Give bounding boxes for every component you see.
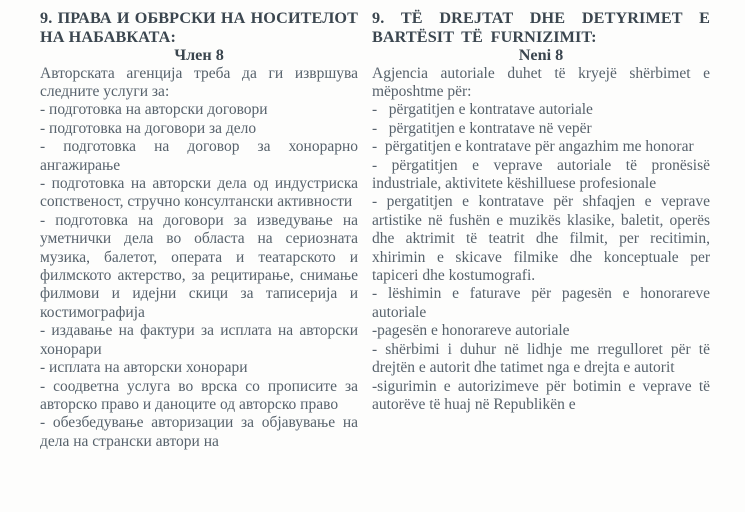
list-item: - lëshimin e faturave për pagesën e honorareve autoriale (372, 285, 714, 321)
list-item: - исплата на авторски хонорари (40, 359, 248, 377)
intro-paragraph-mk: Авторската агенција треба да ги извршува следните услуги за: (40, 64, 362, 100)
article-title-mk: Член 8 (174, 46, 224, 65)
list-item: - shërbimi i duhur në lidhje me rregulloret për të drejtën e autorit dhe tatimet nga e drejta e autorit (372, 340, 714, 377)
list-item: - обезбедување авторизации за објавување на дела на странски автори на (40, 414, 362, 450)
list-item: - подготовка на договори за дело (40, 119, 257, 137)
list-item: - издавање на фактури за исплата на авторски хонорари (40, 322, 362, 358)
list-item: - подготовка на авторски договори (40, 101, 268, 119)
list-item: - përgatitjen e kontratave për angazhim me honorar (372, 138, 694, 156)
article-title-sq: Neni 8 (518, 46, 564, 65)
list-item: - përgatitjen e kontratave autoriale (372, 101, 593, 119)
list-item: - подготовка на авторски дела од индустриска сопственост, стручно консултански активности (40, 175, 362, 211)
list-item: -sigurimin e autorizimeve për botimin e veprave të autorëve të huaj në Republikën e (372, 377, 714, 413)
column-albanian (372, 9, 714, 512)
list-item: - подготовка на договор за хонорарно ангажирање (40, 138, 362, 174)
list-item: -pagesën e honorareve autoriale (372, 322, 570, 340)
intro-paragraph-sq: Agjencia autoriale duhet të kryejë shërbimet e mëposhtme për: (372, 64, 714, 100)
list-item: - përgatitjen e kontratave në vepër (372, 119, 592, 137)
list-item: - pergatitjen e kontratave për shfaqjen e veprave artistike në fushën e muzikës klasike, baletit, operës dhe aktrimit të teatrit dhe filmit, per recitimin, xhirimin e skicave filmike dhe konceptuale per tapiceri dhe kostumografi. (372, 193, 714, 285)
section-heading-mk: 9. ПРАВА И ОБВРСКИ НА НОСИТЕЛОТ НА НАБАВКАТА: (40, 9, 358, 46)
list-item: - подготовка на договори за изведување на уметнички дела во областа на сериозната музика, балетот, операта и театарското и филмското актерство, за рецитирање, снимање филмови и идејни скици за таписерија и костимографија (40, 211, 362, 321)
list-item: - соодветна услуга во врска со прописите за авторско право и даноците од авторско право (40, 377, 362, 413)
column-macedonian (40, 9, 362, 512)
section-heading-sq: 9. TË DREJTAT DHE DETYRIMET E BARTËSIT TË FURNIZIMIT: (372, 9, 710, 46)
list-item: - përgatitjen e veprave autoriale të pronësisë industriale, aktivitete këshilluese profesionale (372, 156, 714, 193)
